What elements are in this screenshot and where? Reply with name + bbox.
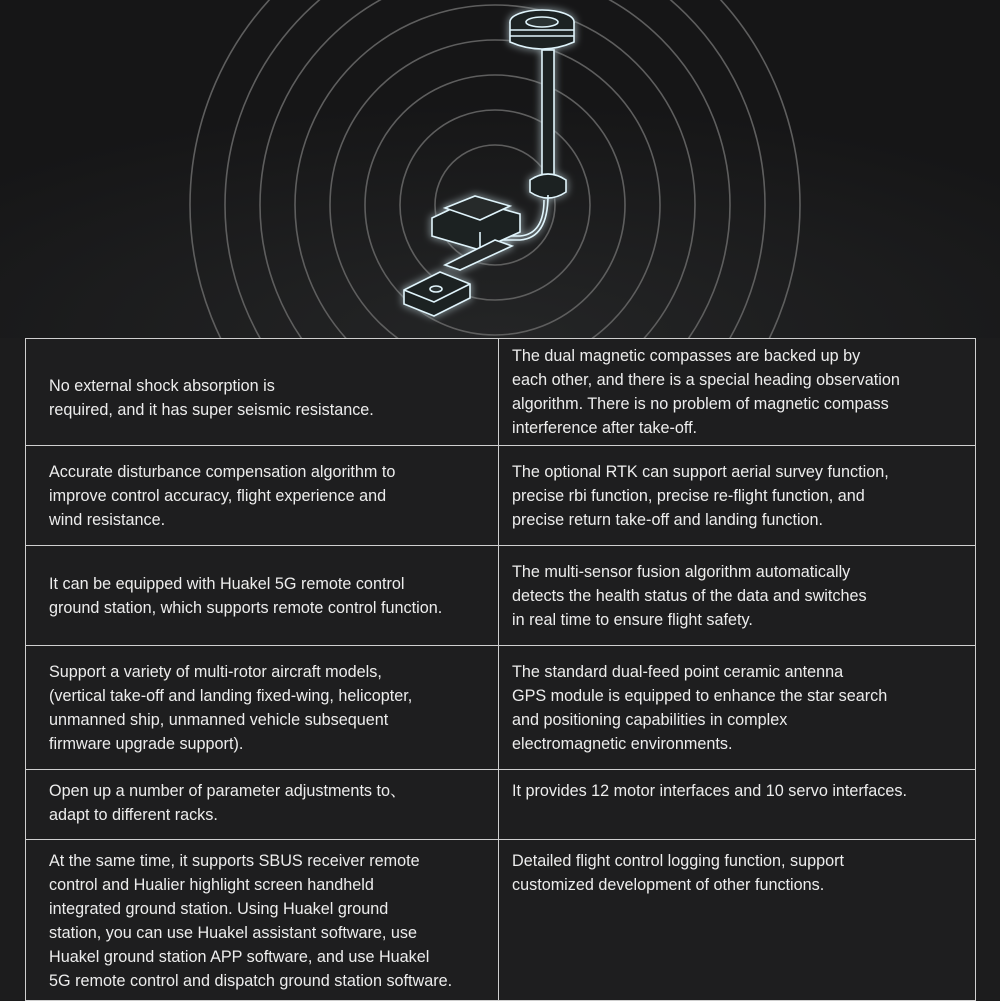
feature-cell: It can be equipped with Huakel 5G remote control ground station, which supports remote control function. bbox=[26, 546, 499, 646]
feature-cell: Open up a number of parameter adjustments to、 adapt to different racks. bbox=[26, 770, 499, 840]
feature-cell: It provides 12 motor interfaces and 10 servo interfaces. bbox=[499, 770, 976, 840]
feature-cell: At the same time, it supports SBUS receiver remote control and Hualier highlight screen handheld integrated ground station. Using Huakel ground station, you can use Huakel assistant software, use Huakel ground station APP software, and use Huakel 5G remote control and dispatch ground station software. bbox=[26, 840, 499, 1001]
table-row bbox=[26, 546, 976, 646]
feature-cell: The multi-sensor fusion algorithm automatically detects the health status of the data and switches in real time to ensure flight safety. bbox=[499, 546, 976, 646]
table-row bbox=[26, 646, 976, 770]
feature-cell: Support a variety of multi-rotor aircraft models, (vertical take-off and landing fixed-wing, helicopter, unmanned ship, unmanned vehicle subsequent firmware upgrade support). bbox=[26, 646, 499, 770]
table-row bbox=[26, 840, 976, 1001]
table-row bbox=[26, 446, 976, 546]
feature-table bbox=[25, 338, 976, 1001]
gps-antenna-illustration bbox=[0, 0, 1000, 338]
feature-cell: The standard dual-feed point ceramic antenna GPS module is equipped to enhance the star search and positioning capabilities in complex electromagnetic environments. bbox=[499, 646, 976, 770]
feature-cell: The optional RTK can support aerial survey function, precise rbi function, precise re-flight function, and precise return take-off and landing function. bbox=[499, 446, 976, 546]
table-row bbox=[26, 770, 976, 840]
feature-cell: Accurate disturbance compensation algorithm to improve control accuracy, flight experience and wind resistance. bbox=[26, 446, 499, 546]
table-row bbox=[26, 339, 976, 446]
feature-cell: The dual magnetic compasses are backed up by each other, and there is a special heading observation algorithm. There is no problem of magnetic compass interference after take-off. bbox=[499, 339, 976, 446]
hero-illustration bbox=[0, 0, 1000, 338]
feature-cell: No external shock absorption is required, and it has super seismic resistance. bbox=[26, 339, 499, 446]
feature-cell: Detailed flight control logging function, support customized development of other functions. bbox=[499, 840, 976, 1001]
